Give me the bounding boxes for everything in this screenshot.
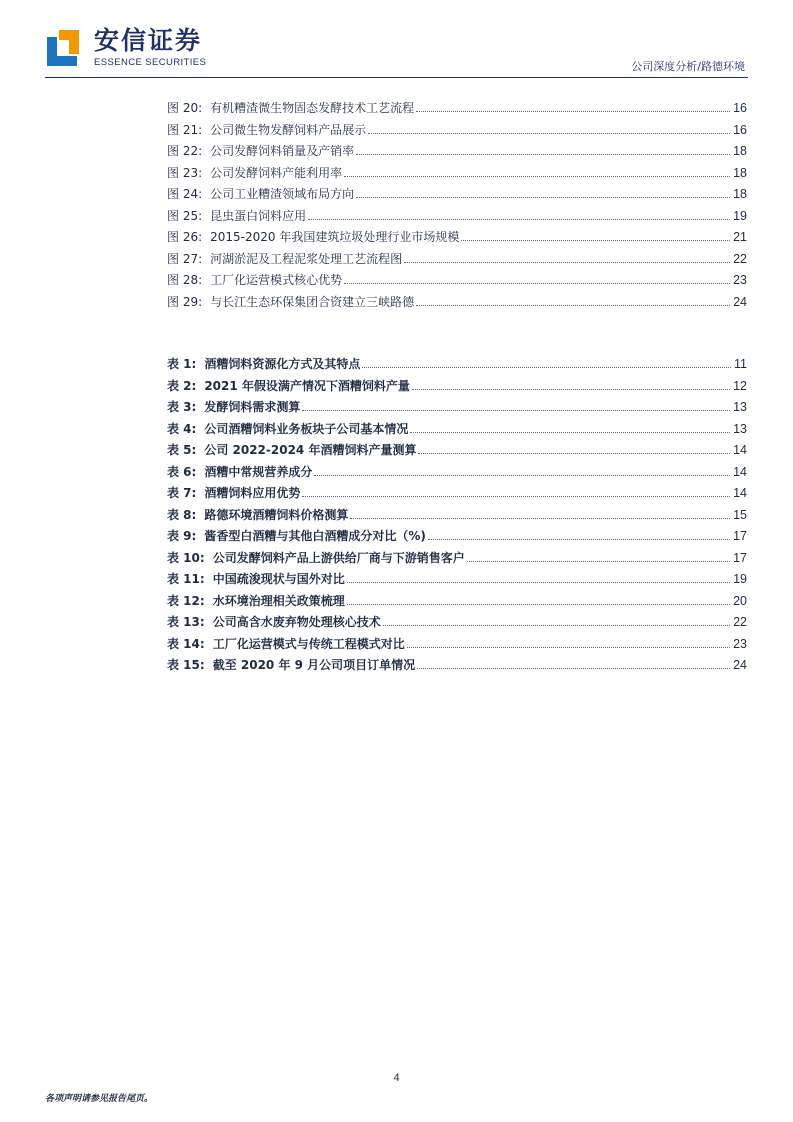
table-entry[interactable] [167, 592, 747, 614]
dot-leader [412, 389, 730, 390]
table-entry-title: 酒糟饲料资源化方式及其特点 [204, 357, 361, 371]
table-entry-label: 表 10: [167, 550, 205, 565]
figure-entry[interactable] [167, 207, 747, 229]
page-number: 4 [393, 1072, 400, 1084]
table-entry[interactable] [167, 463, 747, 485]
table-entry[interactable] [167, 398, 747, 420]
figure-entry-title: 河湖淤泥及工程泥浆处理工艺流程图 [210, 251, 403, 266]
dot-leader [428, 539, 730, 540]
figure-entry[interactable] [167, 271, 747, 293]
figure-entry-label: 图 28: [167, 273, 203, 287]
table-entry-label: 表 1: [167, 357, 197, 371]
table-entry-page: 23 [733, 636, 747, 651]
table-entry-title: 工厂化运营模式与传统工程模式对比 [212, 636, 405, 651]
dot-leader [308, 219, 730, 220]
table-entry-title: 水环境治理相关政策梳理 [212, 593, 345, 608]
table-entry-page: 24 [733, 658, 747, 672]
figure-entry-label: 图 22: [167, 144, 203, 158]
table-entry-page: 14 [733, 464, 747, 479]
dot-leader [302, 496, 730, 497]
table-entry-page: 17 [733, 529, 747, 543]
figure-entry-page: 16 [733, 122, 747, 137]
dot-leader [347, 582, 730, 583]
dot-leader [416, 305, 730, 306]
figure-entry[interactable] [167, 142, 747, 164]
figure-entry[interactable] [167, 185, 747, 207]
figure-entry-title: 2015-2020 年我国建筑垃圾处理行业市场规模 [210, 230, 460, 244]
table-entry-title: 路德环境酒糟饲料价格测算 [204, 507, 349, 522]
dot-leader [362, 367, 731, 368]
figure-entry-label: 图 24: [167, 187, 203, 201]
table-entry-page: 17 [733, 550, 747, 565]
figure-entry-page: 19 [733, 208, 747, 223]
figure-entry-label: 图 27: [167, 251, 203, 266]
figure-entry[interactable] [167, 228, 747, 250]
figure-entry[interactable] [167, 250, 747, 272]
table-entry-label: 表 8: [167, 507, 197, 522]
figure-entry-page: 22 [733, 251, 747, 266]
disclaimer-note: 各项声明请参见报告尾页。 [45, 1094, 154, 1104]
table-entry-title: 酱香型白酒糟与其他白酒糟成分对比（%) [204, 529, 426, 543]
table-entry-page: 22 [733, 615, 747, 629]
figure-entry-title: 公司工业糟渣领域布局方向 [210, 187, 355, 201]
dot-leader [410, 432, 730, 433]
table-entry-title: 酒糟饲料应用优势 [204, 486, 301, 500]
table-entry-page: 13 [733, 400, 747, 414]
dot-leader [461, 240, 730, 241]
figure-entry-label: 图 20: [167, 101, 203, 115]
table-entry[interactable] [167, 549, 747, 571]
figure-entry-title: 公司发酵饲料产能利用率 [210, 165, 343, 180]
figure-entry-label: 图 25: [167, 208, 203, 223]
table-entry[interactable] [167, 527, 747, 549]
table-entry-page: 20 [733, 593, 747, 608]
table-entry[interactable] [167, 420, 747, 442]
table-entry-title: 发酵饲料需求测算 [204, 400, 301, 414]
figure-entry-page: 16 [733, 101, 747, 115]
figure-entry-label: 图 29: [167, 294, 203, 309]
figure-entry-label: 图 26: [167, 230, 203, 244]
table-entry-label: 表 15: [167, 658, 205, 672]
table-entry[interactable] [167, 484, 747, 506]
table-entry-page: 13 [733, 421, 747, 436]
figure-entry-page: 24 [733, 294, 747, 309]
figure-entry-label: 图 21: [167, 122, 203, 137]
brand-name-cn: 安信证券 [94, 26, 203, 55]
report-type: 公司深度分析/路德环境 [631, 60, 745, 73]
figure-entry-page: 18 [733, 187, 747, 201]
header-divider [45, 77, 748, 78]
table-entry-label: 表 14: [167, 636, 205, 651]
dot-leader [404, 262, 730, 263]
table-entry-page: 14 [733, 443, 747, 457]
figure-index [167, 99, 747, 314]
dot-leader [314, 475, 730, 476]
figure-entry-page: 18 [733, 165, 747, 180]
table-entry[interactable] [167, 441, 747, 463]
dot-leader [350, 518, 730, 519]
figure-entry-title: 公司发酵饲料销量及产销率 [210, 144, 355, 158]
table-entry[interactable] [167, 656, 747, 678]
table-entry-label: 表 4: [167, 421, 197, 436]
figure-entry-page: 18 [733, 144, 747, 158]
figure-entry-page: 21 [733, 230, 747, 244]
table-entry[interactable] [167, 613, 747, 635]
figure-entry[interactable] [167, 121, 747, 143]
dot-leader [418, 453, 730, 454]
table-entry-page: 14 [733, 486, 747, 500]
table-entry[interactable] [167, 506, 747, 528]
table-entry-page: 15 [733, 507, 747, 522]
figure-entry-title: 工厂化运营模式核心优势 [210, 273, 343, 287]
dot-leader [407, 647, 730, 648]
essence-logo-icon [45, 28, 81, 68]
dot-leader [417, 668, 730, 669]
table-entry-page: 12 [733, 378, 747, 393]
figure-entry-label: 图 23: [167, 165, 203, 180]
table-entry-label: 表 13: [167, 615, 205, 629]
dot-leader [383, 625, 730, 626]
table-entry-title: 截至 2020 年 9 月公司项目订单情况 [212, 658, 416, 672]
table-entry[interactable] [167, 570, 747, 592]
table-entry-title: 2021 年假设满产情况下酒糟饲料产量 [204, 378, 410, 393]
table-entry-title: 公司 2022-2024 年酒糟饲料产量测算 [204, 443, 417, 457]
dot-leader [302, 410, 730, 411]
table-entry-title: 中国疏浚现状与国外对比 [212, 572, 345, 586]
figure-entry[interactable] [167, 99, 747, 121]
figure-entry-page: 23 [733, 273, 747, 287]
table-entry-label: 表 3: [167, 400, 197, 414]
figure-entry-title: 有机糟渣微生物固态发酵技术工艺流程 [210, 101, 415, 115]
table-entry-page: 19 [733, 572, 747, 586]
dot-leader [344, 176, 730, 177]
figure-entry[interactable] [167, 293, 747, 315]
table-entry-label: 表 11: [167, 572, 205, 586]
table-entry-title: 公司发酵饲料产品上游供给厂商与下游销售客户 [212, 550, 465, 565]
table-entry[interactable] [167, 355, 747, 377]
dot-leader [356, 154, 730, 155]
figure-entry-title: 昆虫蛋白饲料应用 [210, 208, 307, 223]
table-entry-label: 表 7: [167, 486, 197, 500]
table-entry-label: 表 6: [167, 464, 197, 479]
table-entry-label: 表 9: [167, 529, 197, 543]
dot-leader [356, 197, 730, 198]
table-index [167, 355, 747, 678]
table-entry-title: 公司高含水废弃物处理核心技术 [212, 615, 381, 629]
table-entry[interactable] [167, 377, 747, 399]
table-entry-label: 表 2: [167, 378, 197, 393]
table-entry-title: 公司酒糟饲料业务板块子公司基本情况 [204, 421, 409, 436]
dot-leader [416, 111, 730, 112]
table-entry-page: 11 [734, 357, 747, 371]
figure-entry-title: 与长江生态环保集团合资建立三峡路德 [210, 294, 415, 309]
figure-entry-title: 公司微生物发酵饲料产品展示 [210, 122, 367, 137]
table-entry[interactable] [167, 635, 747, 657]
table-entry-title: 酒糟中常规营养成分 [204, 464, 313, 479]
brand-name-en: ESSENCE SECURITIES [94, 57, 207, 68]
table-entry-label: 表 12: [167, 593, 205, 608]
figure-entry[interactable] [167, 164, 747, 186]
table-entry-label: 表 5: [167, 443, 197, 457]
dot-leader [467, 561, 730, 562]
dot-leader [347, 604, 730, 605]
dot-leader [344, 283, 730, 284]
dot-leader [368, 133, 730, 134]
